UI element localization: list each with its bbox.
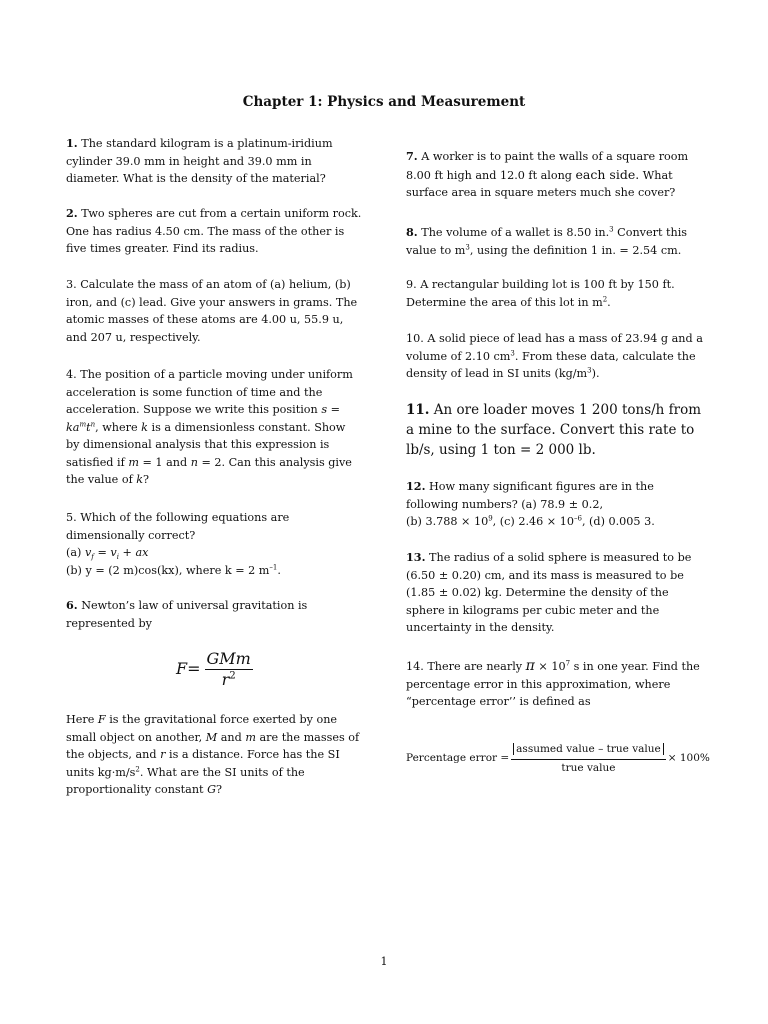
equation-text: y = (2 m)cos(kx), where k = 2 m	[85, 563, 270, 577]
question-text: and	[217, 730, 246, 744]
question-8	[406, 224, 704, 259]
exponent: m	[79, 419, 87, 428]
variable: ka	[66, 420, 80, 434]
question-text: ).	[591, 367, 600, 380]
question-text: The radius of a solid sphere is measured to be (6.50	[406, 551, 692, 582]
question-text: Here	[66, 713, 98, 726]
percentage-error-formula	[406, 741, 710, 777]
variable: M	[205, 730, 218, 744]
option-a	[66, 544, 362, 562]
plus-minus-symbol: ±	[438, 568, 449, 582]
exponent: 3	[510, 348, 515, 357]
question-text: 4. The position of a particle moving under uniform acceleration is some function of time and the acceleration. Suppose we write this position	[66, 368, 353, 416]
question-text: ?	[143, 473, 150, 486]
question-text: 3. Calculate the mass of an atom of (a) helium, (b) iron, and (c) lead. Give your answers in grams. The atomic masses of these atoms are 4.00 u, 55.9 u, and 207 u, respectively.	[66, 278, 358, 344]
exponent: 3	[609, 225, 614, 234]
question-text: , where	[95, 420, 142, 434]
question-text: is the gravitational force exerted by one small object on another,	[66, 713, 338, 744]
question-number: 7.	[406, 149, 418, 163]
variable: + ax	[118, 546, 149, 559]
question-1	[66, 135, 362, 188]
question-text: The standard kilogram is a platinum-iridium cylinder 39.0 mm in height and 39.0 mm in diameter. What is the density of the material?	[66, 137, 333, 185]
formula-rhs: × 100%	[667, 752, 710, 765]
formula-lhs: Percentage error =	[406, 752, 510, 765]
question-text: The volume of a wallet is 8.50 in.	[417, 226, 610, 239]
question-text: What surface area in square meters much she cover?	[406, 168, 676, 199]
variable: t	[86, 420, 91, 434]
question-text: 10. A solid piece of lead has a mass of 23.94 g and a volume of 2.10 cm	[406, 332, 703, 363]
question-text: s in one year. Find the percentage error in this approximation, where “percentage error’’ is defined as	[406, 660, 700, 708]
gravitation-formula	[176, 650, 253, 688]
formula-den-var: r	[221, 669, 230, 689]
variable: k	[136, 473, 144, 486]
question-text-line	[406, 478, 704, 513]
formula-lhs: F	[176, 659, 188, 679]
formula-numerator	[511, 741, 666, 760]
variable: m	[128, 455, 139, 469]
question-text: , (d) 0.005 3.	[581, 515, 655, 528]
question-text: How many significant figures are in the following numbers? (a) 78.9	[406, 480, 654, 511]
question-text-line	[406, 513, 704, 531]
question-text: Newton’s law of universal gravitation is represented by	[66, 599, 308, 630]
question-number: 6.	[66, 598, 78, 612]
formula-denominator: true value	[561, 761, 616, 774]
absolute-value-expression: assumed value – true value	[513, 743, 664, 755]
page-number: 1	[380, 955, 388, 968]
question-11	[406, 400, 704, 460]
exponent: –1	[269, 562, 278, 571]
exponent: –6	[573, 514, 582, 523]
question-text: is a dimensionless constant. Show by dimensional analysis that this expression is satisfied if	[66, 420, 346, 469]
question-3	[66, 276, 362, 346]
formula-denominator	[222, 670, 236, 689]
question-7	[406, 148, 704, 202]
variable: n	[190, 455, 198, 469]
question-text: An ore loader moves 1 200 tons/h from a mine to the surface. Convert this rate to lb/s, using 1 ton = 2 000 lb.	[406, 402, 702, 458]
formula-equals: =	[187, 659, 201, 679]
question-6	[66, 597, 362, 632]
question-text: , (c) 2.46 × 10	[492, 515, 574, 528]
question-number: 11.	[406, 402, 430, 418]
question-text: Convert this value to m	[406, 226, 688, 257]
question-text: each side.	[575, 166, 640, 182]
question-4	[66, 366, 362, 489]
plus-minus-symbol: ±	[438, 586, 449, 599]
question-text: 0.02) kg. Determine the density of the sphere in kilograms per cubic meter and the uncertainty in the density.	[406, 586, 669, 634]
formula-fraction	[511, 741, 666, 777]
option-label: (a)	[66, 546, 85, 559]
question-text: 0.2,	[578, 497, 603, 511]
exponent: n	[90, 419, 96, 428]
question-text: × 10	[534, 660, 566, 673]
question-text: 5. Which of the following equations are dimensionally correct?	[66, 511, 290, 542]
question-text: .	[607, 295, 611, 309]
variable: s	[321, 403, 328, 416]
variable: v	[110, 546, 117, 559]
exponent: 9	[488, 514, 493, 523]
question-text: 14. There are nearly	[406, 660, 526, 673]
question-text: 0.20) cm, and its mass is measured to be (1.85	[406, 568, 684, 599]
variable: v	[84, 546, 92, 559]
variable: m	[245, 730, 256, 744]
question-text: ?	[216, 783, 223, 796]
question-number: 13.	[406, 550, 426, 564]
formula-fraction	[205, 650, 253, 688]
question-text: A worker is to paint the walls of a square room 8.00 ft high and 12.0 ft along	[406, 150, 689, 182]
variable: F	[97, 713, 106, 726]
question-number: 8.	[406, 225, 418, 239]
question-14	[406, 658, 704, 711]
question-number: 1.	[66, 136, 78, 150]
formula-numerator: GMm	[206, 649, 251, 668]
exponent: 7	[565, 659, 571, 668]
question-10	[406, 330, 704, 383]
exponent: 2	[135, 764, 140, 773]
question-text: = 2. Can this analysis give the value of	[66, 455, 352, 486]
question-5	[66, 509, 362, 579]
question-9	[406, 276, 704, 311]
question-12	[406, 478, 704, 531]
subscript: f	[91, 553, 94, 562]
plus-minus-symbol: ±	[568, 497, 579, 511]
question-text: 9. A rectangular building lot is 100 ft by 150 ft. Determine the area of this lot in m	[406, 278, 675, 309]
option-label: (b)	[66, 563, 86, 577]
formula-den-exponent: 2	[229, 670, 236, 682]
question-text: , using the definition 1 in. = 2.54 cm.	[469, 243, 682, 257]
variable: k	[141, 420, 148, 434]
page-title: Chapter 1: Physics and Measurement	[242, 94, 526, 110]
equation-text: .	[277, 563, 281, 577]
question-text: . What are the SI units of the proportionality constant	[66, 765, 305, 796]
question-text: . From these data, calculate the density of lead in SI units (kg/m	[406, 349, 696, 380]
variable: G	[207, 783, 217, 796]
option-b	[66, 562, 362, 580]
question-2	[66, 205, 362, 258]
question-number: 12.	[406, 479, 426, 493]
question-text: Two spheres are cut from a certain uniform rock. One has radius 4.50 cm. The mass of the other is five times greater. Find its radius.	[66, 207, 362, 255]
question-text: are the masses of the objects, and	[66, 730, 360, 761]
question-text: (b) 3.788 × 10	[406, 515, 489, 528]
equation-text: =	[93, 546, 111, 559]
question-number: 2.	[66, 206, 78, 220]
subscript: i	[116, 553, 119, 562]
variable: r	[160, 748, 166, 761]
question-text: is a distance. Force has the SI units kg·m/s	[66, 748, 340, 779]
exponent: 3	[465, 242, 470, 251]
question-text: =	[327, 403, 340, 416]
question-13	[406, 549, 704, 637]
pi-symbol: π	[525, 658, 535, 674]
question-text: = 1 and	[138, 455, 191, 469]
exponent: 3	[587, 366, 592, 375]
question-6-explanation	[66, 711, 362, 799]
exponent: 2	[602, 294, 608, 303]
